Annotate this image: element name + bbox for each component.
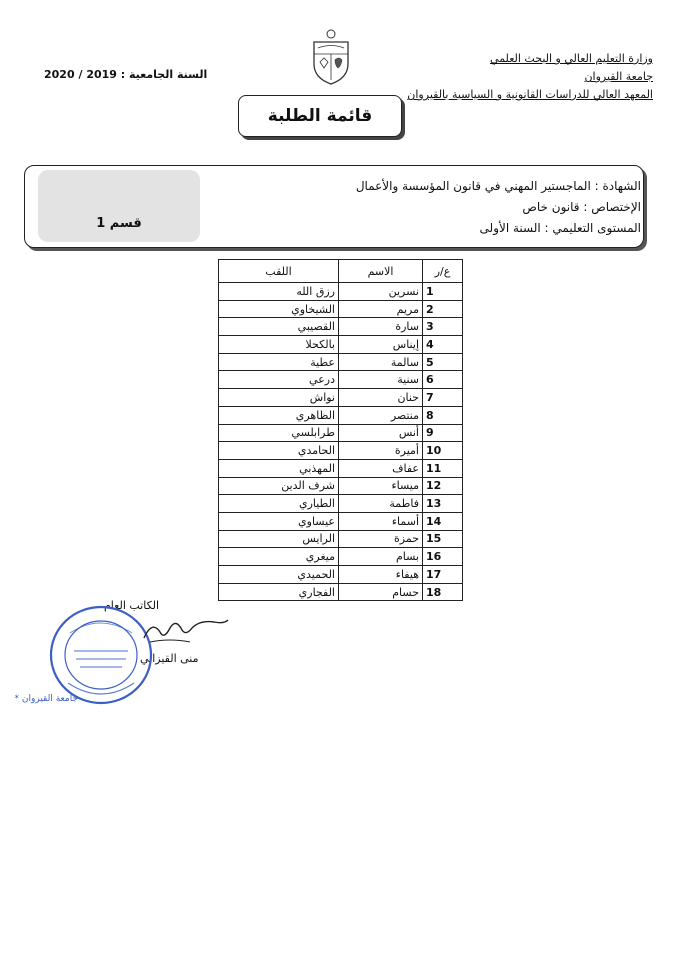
students-table: [218, 259, 463, 601]
section-box: [38, 170, 200, 242]
university-name: جامعة القيروان: [584, 70, 653, 83]
row-last-name: المهذبي: [219, 459, 339, 477]
row-last-name: طرابلسي: [219, 424, 339, 442]
row-first-name: سنية: [339, 371, 423, 389]
header-num: ع/ر: [423, 260, 463, 283]
row-first-name: سالمة: [339, 353, 423, 371]
row-last-name: الطياري: [219, 495, 339, 513]
table-row: [219, 406, 463, 424]
row-first-name: إيناس: [339, 336, 423, 354]
page-title: قائمة الطلبة: [238, 95, 402, 137]
row-first-name: حمزة: [339, 530, 423, 548]
row-number: 4: [423, 336, 463, 354]
official-stamp: [14, 603, 154, 707]
header-first-name: الاسم: [339, 260, 423, 283]
row-number: 7: [423, 389, 463, 407]
table-row: [219, 583, 463, 601]
table-header-row: [219, 260, 463, 283]
row-last-name: درعي: [219, 371, 339, 389]
row-first-name: بسام: [339, 548, 423, 566]
row-first-name: منتصر: [339, 406, 423, 424]
table-row: [219, 459, 463, 477]
program-info: [356, 176, 641, 239]
row-number: 17: [423, 566, 463, 584]
row-last-name: الحامدي: [219, 442, 339, 460]
row-last-name: شرف الدين: [219, 477, 339, 495]
row-last-name: القصيبي: [219, 318, 339, 336]
row-number: 8: [423, 406, 463, 424]
row-number: 10: [423, 442, 463, 460]
table-row: [219, 300, 463, 318]
row-number: 14: [423, 512, 463, 530]
specialty-line: الإختصاص : قانون خاص: [522, 200, 641, 214]
row-number: 16: [423, 548, 463, 566]
academic-year: السنة الجامعية : 2019 / 2020: [44, 68, 208, 81]
level-line: المستوى التعليمي : السنة الأولى: [479, 221, 641, 235]
row-number: 9: [423, 424, 463, 442]
degree-line: الشهادة : الماجستير المهني في قانون المؤسسة والأعمال: [355, 179, 641, 193]
coat-of-arms-icon: [308, 28, 354, 86]
row-last-name: الشيخاوي: [219, 300, 339, 318]
signatory-name: منى القيزاني: [140, 652, 199, 665]
row-last-name: الظاهري: [219, 406, 339, 424]
row-number: 18: [423, 583, 463, 601]
institution-header: [407, 50, 653, 104]
row-first-name: فاطمة: [339, 495, 423, 513]
row-number: 5: [423, 353, 463, 371]
row-number: 3: [423, 318, 463, 336]
row-first-name: ميساء: [339, 477, 423, 495]
row-first-name: عفاف: [339, 459, 423, 477]
table-row: [219, 548, 463, 566]
row-number: 15: [423, 530, 463, 548]
header-last-name: اللقب: [219, 260, 339, 283]
row-last-name: بالكحلا: [219, 336, 339, 354]
row-last-name: الفجاري: [219, 583, 339, 601]
row-first-name: سارة: [339, 318, 423, 336]
table-row: [219, 424, 463, 442]
row-first-name: أنس: [339, 424, 423, 442]
row-last-name: عيساوي: [219, 512, 339, 530]
section-label: قسم 1: [96, 216, 142, 231]
row-last-name: الحميدي: [219, 566, 339, 584]
row-last-name: عطية: [219, 353, 339, 371]
row-first-name: مريم: [339, 300, 423, 318]
table-row: [219, 371, 463, 389]
row-first-name: هيفاء: [339, 566, 423, 584]
table-row: [219, 389, 463, 407]
signatory-title: الكاتب العام: [104, 599, 160, 612]
institute-name: المعهد العالي للدراسات القانونية و السياسية بالقيروان: [407, 88, 653, 101]
table-row: [219, 512, 463, 530]
row-number: 6: [423, 371, 463, 389]
row-number: 12: [423, 477, 463, 495]
row-first-name: أميرة: [339, 442, 423, 460]
table-row: [219, 495, 463, 513]
table-row: [219, 566, 463, 584]
row-first-name: حنان: [339, 389, 423, 407]
table-row: [219, 477, 463, 495]
ministry-name: وزارة التعليم العالي و البحث العلمي: [490, 52, 653, 65]
row-first-name: أسماء: [339, 512, 423, 530]
row-first-name: نسرين: [339, 283, 423, 301]
row-first-name: حسام: [339, 583, 423, 601]
row-last-name: رزق الله: [219, 283, 339, 301]
row-last-name: نواش: [219, 389, 339, 407]
row-number: 1: [423, 283, 463, 301]
svg-text:جامعة القيروان *: جامعة القيروان *: [14, 694, 78, 704]
table-row: [219, 318, 463, 336]
row-last-name: ميغري: [219, 548, 339, 566]
row-number: 11: [423, 459, 463, 477]
row-number: 2: [423, 300, 463, 318]
handwritten-signature: [140, 612, 230, 652]
table-row: [219, 353, 463, 371]
row-last-name: الرايس: [219, 530, 339, 548]
row-number: 13: [423, 495, 463, 513]
table-row: [219, 283, 463, 301]
table-row: [219, 336, 463, 354]
table-row: [219, 530, 463, 548]
table-row: [219, 442, 463, 460]
